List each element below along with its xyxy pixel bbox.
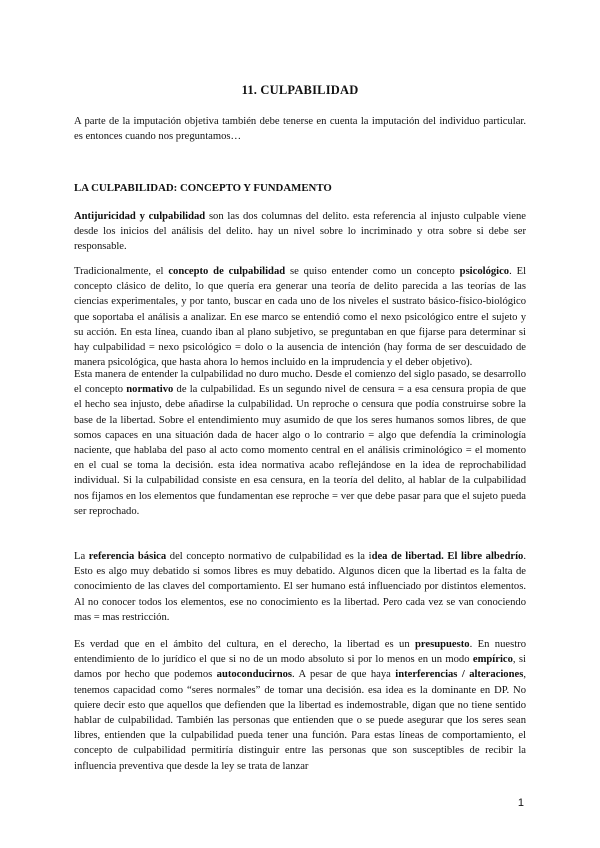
page-number: 1 <box>517 797 524 809</box>
body-paragraph <box>74 367 526 519</box>
section-heading: LA CULPABILIDAD: CONCEPTO Y FUNDAMENTO <box>74 182 332 194</box>
paragraph-text: Es verdad que en el ámbito del cultura, en el derecho, la libertad es un <box>74 639 416 650</box>
paragraph-text: , tenemos capacidad como “seres normales” de tomar una decisión. esa idea es la dominante en DP. No quiere decir esto que aquellos que defienden que la libertad es indemostrable, digan que no tiene sentido hablar de culpabilidad. También las personas que entienden que o se puede asegurar que los seres sean libres, entienden que la culpabilidad pueda tener una función. Para estas líneas de comportamiento, el concepto de culpabilidad permitiría distinguir entre las personas que son susceptibles de recibir la influencia preventiva que desde la ley se trata de lanzar <box>74 669 526 772</box>
bold-term: psicológico <box>459 266 510 277</box>
paragraph-text: La <box>74 551 89 562</box>
paragraph-text: . El concepto clásico de delito, lo que quería era generar una teoría de delito parecida a las teorías de las ciencias experimentales, y por tanto, buscar en cada uno de los niveles el sustrato básico-físico-biológico que soportaba el análisis a analizar. En ese marco se entendió como el nexo psicológico entre el sujeto y su acción. En esta línea, cuando iban al plano subjetivo, se preguntaban en que fijarse para determinar si hay culpabilidad = nexo psicológico = dolo o la ausencia de intención (hay forma de ser descuidado de manera psicológica, que hasta ahora lo hemos incluido en la imprudencia y el deber objetivo). <box>74 266 527 369</box>
body-paragraph <box>74 209 526 255</box>
paragraph-text: . En nuestro entendimiento de lo jurídico el que si no de un modo absoluto si por lo menos en un modo <box>74 639 526 666</box>
bold-term: concepto de culpabilidad <box>168 266 286 277</box>
paragraph-text: Esta manera de entender la culpabilidad no duro mucho. Desde el comienzo del siglo pasado, se desarrollo el concepto <box>74 369 526 396</box>
paragraph-text: del concepto normativo de culpabilidad es la i <box>166 551 372 562</box>
paragraph-text: son las dos columnas del delito. esta referencia al injusto culpable viene desde los inicios del análisis del delito. hay un nivel sobre lo incriminado y otra sobre si debe ser responsable. <box>74 211 526 253</box>
body-paragraph <box>74 264 526 370</box>
body-paragraph <box>74 549 526 625</box>
bold-term: presupuesto <box>415 639 470 650</box>
body-paragraph <box>74 637 526 774</box>
bold-term: autoconducirnos <box>216 669 293 681</box>
paragraph-text: Tradicionalmente, el <box>74 266 169 277</box>
paragraph-text: . Esto es algo muy debatido si somos libres es muy debatido. Algunos dicen que la libertad es la falta de conocimiento de las claves del comportamiento. El ser humano está influenciado por distintos elementos. Al no conocer todos los elementos, ese no conocimiento es la libertad. Pero cada vez se van conociendo mas = mas restricción. <box>74 551 526 623</box>
paragraph-text: . A pesar de que haya <box>292 669 396 681</box>
paragraph-text: de la culpabilidad. Es un segundo nivel de censura = a esa censura propia de que el hecho sea injusto, debe añadirse la culpabilidad. Un reproche o censura que podía construirse sobre la base de la libertad. Sobre el entendimiento muy asumido de que los seres humanos somos libres, de que somos capaces en una situación dada de hacer algo o lo contrario = algo que defendía la criminología naciente, que hablaba del paso al acto como momento central en el análisis criminológico = el momento en el cual se toma la decisión. esta idea normativa acabo reflejándose en la idea de reprochabilidad individual. Si la culpabilidad consiste en esa censura, en la teoría del delito, al hablar de la culpabilidad nos fijamos en los elementos que fundamentan ese reproche = ver que debe pasar para que el sujeto pueda ser reprochado. <box>74 384 526 517</box>
paragraph-text: , si damos por hecho que podemos <box>74 654 526 681</box>
bold-term: empírico <box>472 654 513 666</box>
bold-term: Antijuricidad y culpabilidad <box>74 211 206 222</box>
bold-term: referencia básica <box>88 551 167 562</box>
bold-term: dea de libertad. El libre albedrío <box>371 551 524 562</box>
paragraph-text: se quiso entender como un concepto <box>285 266 460 277</box>
bold-term: normativo <box>126 384 174 396</box>
intro-paragraph: A parte de la imputación objetiva también debe tenerse en cuenta la imputación del individuo particular. es entonces cuando nos preguntamos… <box>74 116 526 143</box>
bold-term: interferencias / alteraciones <box>395 669 524 681</box>
page-title: 11. CULPABILIDAD <box>241 83 359 97</box>
